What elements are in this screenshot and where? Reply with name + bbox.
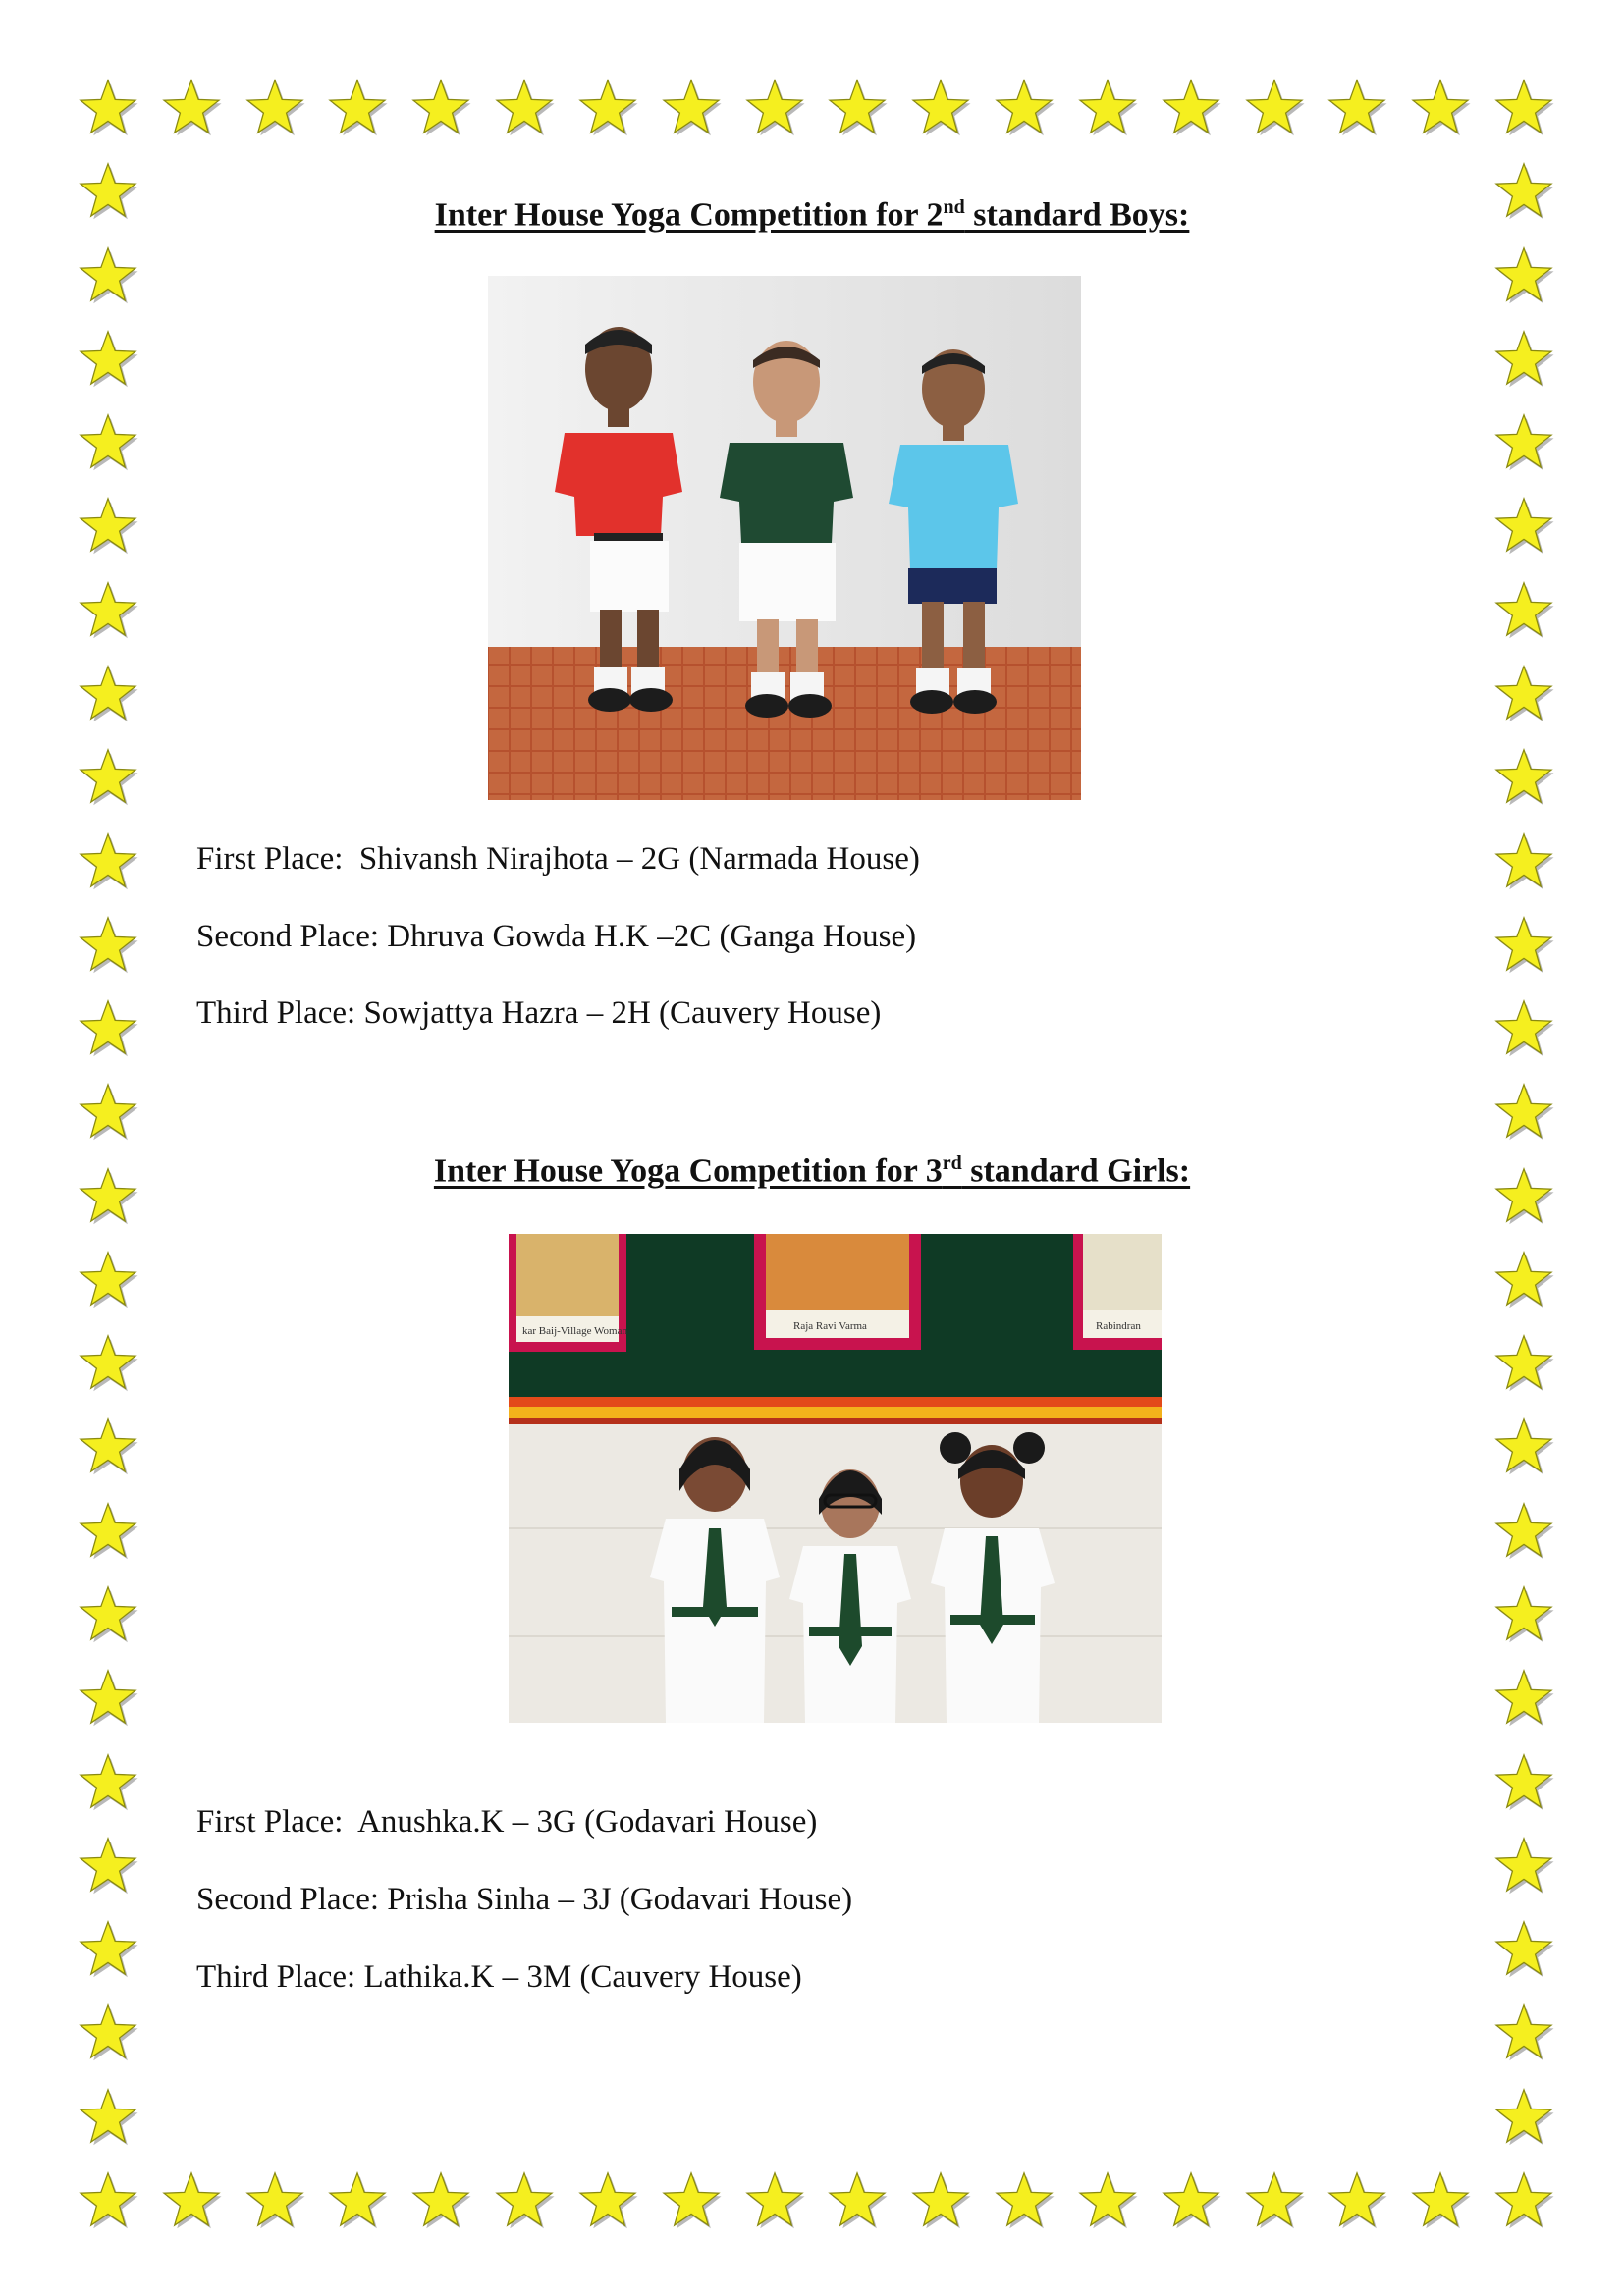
star-icon xyxy=(576,77,639,139)
result-first-place: First Place: Shivansh Nirajhota – 2G (Narmada House) xyxy=(196,841,920,877)
star-icon xyxy=(993,2169,1056,2232)
star-icon xyxy=(1492,411,1555,474)
star-icon xyxy=(1160,2169,1222,2232)
result-third-place: Third Place: Sowjattya Hazra – 2H (Cauvery House) xyxy=(196,995,882,1031)
star-icon xyxy=(660,77,723,139)
result-first-place: First Place: Anushka.K – 3G (Godavari House) xyxy=(196,1804,818,1840)
star-icon xyxy=(1076,2169,1139,2232)
star-icon xyxy=(1492,830,1555,893)
star-icon xyxy=(909,2169,972,2232)
star-icon xyxy=(1492,914,1555,977)
star-icon xyxy=(77,914,139,977)
star-icon xyxy=(1492,579,1555,642)
star-icon xyxy=(1492,746,1555,809)
star-icon xyxy=(77,1583,139,1646)
photo-girls-winners xyxy=(509,1234,1162,1723)
star-icon xyxy=(1492,328,1555,391)
star-icon xyxy=(1076,77,1139,139)
star-icon xyxy=(1492,1500,1555,1563)
star-icon xyxy=(326,77,389,139)
photo-boys-winners xyxy=(488,276,1081,800)
svg-text:Rabindran: Rabindran xyxy=(1096,1320,1141,1332)
star-icon xyxy=(826,77,889,139)
star-icon xyxy=(77,77,139,139)
star-icon xyxy=(409,77,472,139)
star-icon xyxy=(409,2169,472,2232)
star-icon xyxy=(244,2169,306,2232)
svg-text:kar Baij-Village Woman: kar Baij-Village Woman xyxy=(522,1325,627,1337)
star-icon xyxy=(660,2169,723,2232)
star-icon xyxy=(1492,997,1555,1060)
star-icon xyxy=(576,2169,639,2232)
star-icon xyxy=(1492,2002,1555,2064)
star-icon xyxy=(1243,2169,1306,2232)
star-icon xyxy=(1492,1583,1555,1646)
star-icon xyxy=(743,2169,806,2232)
star-icon xyxy=(77,746,139,809)
star-icon xyxy=(77,495,139,558)
star-icon xyxy=(77,328,139,391)
star-icon xyxy=(1409,77,1472,139)
star-icon xyxy=(1160,77,1222,139)
result-second-place: Second Place: Prisha Sinha – 3J (Godavari House) xyxy=(196,1882,853,1917)
star-icon xyxy=(1492,77,1555,139)
star-icon xyxy=(743,77,806,139)
star-icon xyxy=(1492,1835,1555,1897)
star-icon xyxy=(1492,1415,1555,1478)
star-icon xyxy=(326,2169,389,2232)
star-icon xyxy=(1492,1751,1555,1814)
section-heading-boys: Inter House Yoga Competition for 2nd standard Boys: xyxy=(434,196,1190,234)
star-icon xyxy=(77,579,139,642)
star-icon xyxy=(77,244,139,307)
result-second-place: Second Place: Dhruva Gowda H.K –2C (Ganga House) xyxy=(196,919,917,954)
star-icon xyxy=(1492,2169,1555,2232)
star-icon xyxy=(77,1332,139,1395)
star-icon xyxy=(1492,2086,1555,2149)
star-icon xyxy=(1492,244,1555,307)
star-icon xyxy=(993,77,1056,139)
section-heading-girls: Inter House Yoga Competition for 3rd standard Girls: xyxy=(433,1152,1191,1190)
result-third-place: Third Place: Lathika.K – 3M (Cauvery House) xyxy=(196,1959,802,1995)
star-icon xyxy=(826,2169,889,2232)
star-icon xyxy=(77,1249,139,1311)
star-icon xyxy=(493,2169,556,2232)
star-icon xyxy=(1326,77,1388,139)
star-icon xyxy=(1492,1249,1555,1311)
star-icon xyxy=(160,2169,223,2232)
star-icon xyxy=(1492,1332,1555,1395)
star-icon xyxy=(1409,2169,1472,2232)
star-icon xyxy=(1492,495,1555,558)
star-icon xyxy=(1492,1918,1555,1981)
star-icon xyxy=(77,1500,139,1563)
star-icon xyxy=(77,1835,139,1897)
star-icon xyxy=(1326,2169,1388,2232)
star-icon xyxy=(77,411,139,474)
star-icon xyxy=(77,2002,139,2064)
star-icon xyxy=(1492,1081,1555,1144)
star-icon xyxy=(160,77,223,139)
star-icon xyxy=(77,663,139,725)
star-icon xyxy=(77,1081,139,1144)
star-icon xyxy=(1492,663,1555,725)
star-icon xyxy=(77,2169,139,2232)
star-icon xyxy=(909,77,972,139)
svg-text:Raja Ravi Varma: Raja Ravi Varma xyxy=(793,1320,867,1332)
star-icon xyxy=(77,1667,139,1730)
star-icon xyxy=(77,1751,139,1814)
star-icon xyxy=(1492,1667,1555,1730)
star-icon xyxy=(77,2086,139,2149)
star-icon xyxy=(1243,77,1306,139)
star-icon xyxy=(77,830,139,893)
star-icon xyxy=(244,77,306,139)
star-icon xyxy=(77,997,139,1060)
star-icon xyxy=(77,1415,139,1478)
star-icon xyxy=(77,1918,139,1981)
star-icon xyxy=(493,77,556,139)
